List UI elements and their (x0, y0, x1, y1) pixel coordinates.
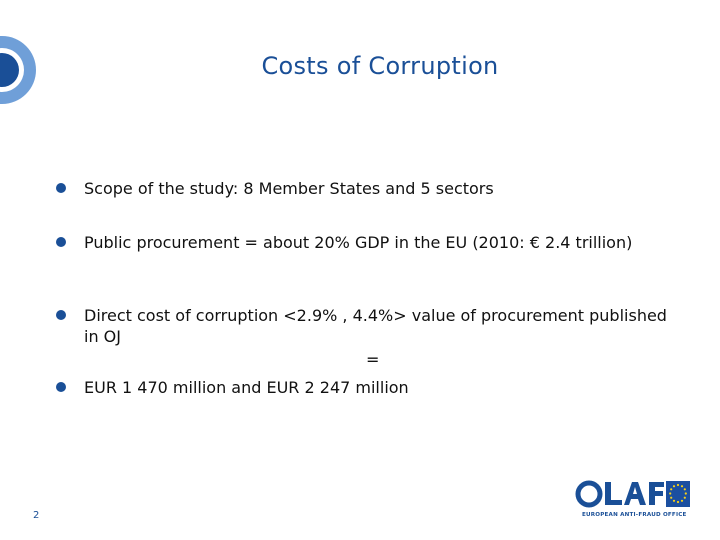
bullet-dot-icon (56, 183, 66, 193)
bullet-dot-icon (56, 237, 66, 247)
bullet-dot-icon (56, 382, 66, 392)
bullet-text: Direct cost of corruption <2.9% , 4.4%> value of procurement published in OJ (84, 306, 667, 346)
svg-text:EUROPEAN ANTI-FRAUD OFFICE: EUROPEAN ANTI-FRAUD OFFICE (582, 512, 687, 518)
bullet-item (56, 377, 676, 398)
equals-sign: = (366, 350, 380, 369)
slide-title: Costs of Corruption (261, 52, 499, 80)
olaf-logo (572, 474, 694, 520)
bullet-item (56, 305, 676, 347)
bullet-item (56, 232, 676, 253)
bullet-dot-icon (56, 310, 66, 320)
bullet-text: Public procurement = about 20% GDP in the EU (2010: € 2.4 trillion) (84, 233, 633, 252)
bullet-item (56, 178, 676, 199)
page-number: 2 (33, 510, 40, 521)
bullet-text: EUR 1 470 million and EUR 2 247 million (84, 378, 409, 397)
bullet-text: Scope of the study: 8 Member States and 5 sectors (84, 179, 494, 198)
